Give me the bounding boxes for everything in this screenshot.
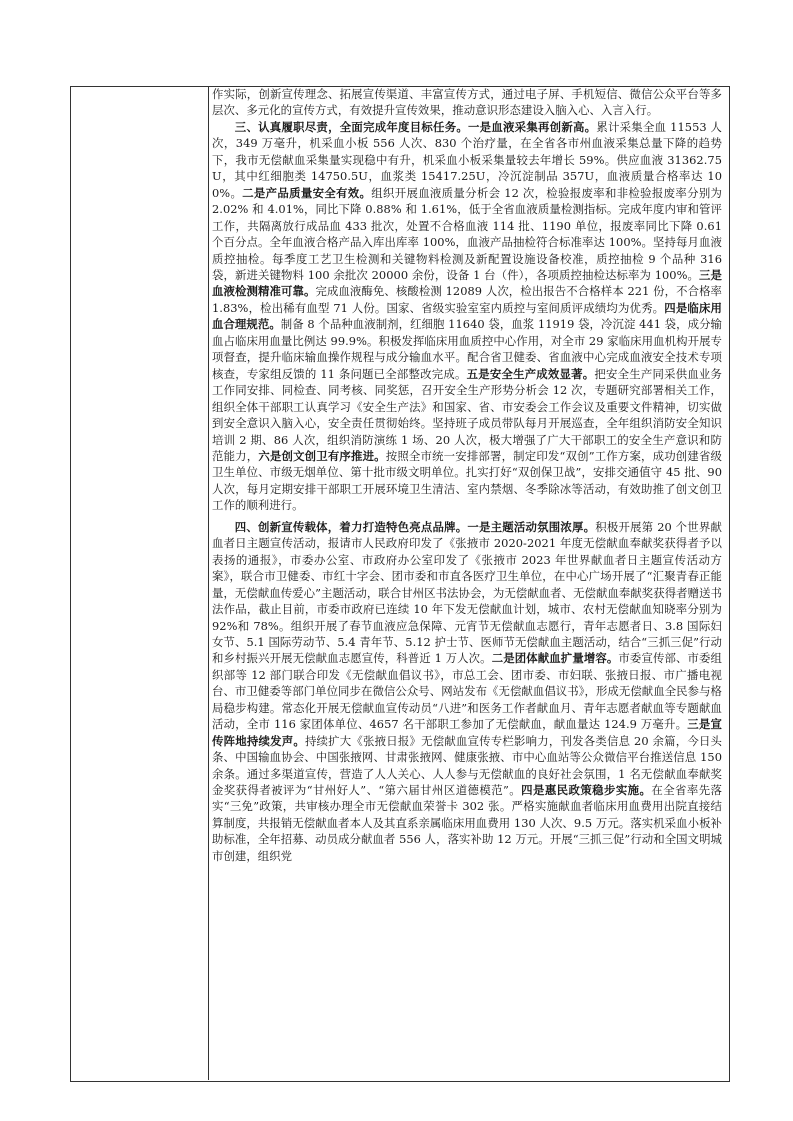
paragraph-section-4 xyxy=(212,519,722,865)
text-run: 积极开展第 20 个世界献血者日主题宣传活动，报请市人民政府印发了《张掖市 2020-2021 年度无偿献血奉献奖获得者予以表扬的通报》，市委办公室、市政府办公室印发了《张掖市 2023 年世界献血者日主题宣传活动方案》，联合市卫健委、市红十字会、团市委和市直各医疗卫生单位，在中心广场开展了“汇聚青春正能量，无偿献血传爱心”主题活动，联合甘州区书法协会，为无偿献血者、无偿献血奉献奖获得者赠送书法作品，截止目前，市委市政府已连续 10 年下发无偿献血计划，城市、农村无偿献血知晓率分别为 92%和 78%。组织开展了春节血液应急保障、元宵节无偿献血志愿行，青年志愿者日、3.8 国际妇女节、5.1 国际劳动节、5.4 青年节、5.12 护士节、医师节无偿献血主题活动，结合“三抓三促”行动和乡村振兴开展无偿献血志愿宣传，科普近 1 万人次。 xyxy=(212,519,722,666)
subheading: 六是创文创卫有序推进。 xyxy=(258,448,386,463)
report-body xyxy=(212,86,722,1080)
text-run: 作实际，创新宣传理念、拓展宣传渠道、丰富宣传方式，通过电子屏、手机短信、微信公众平台等多层次、多元化的宣传方式，有效提升宣传效果，推动意识形态建设入脑入心、入言入行。 xyxy=(212,87,722,118)
text-run: 组织开展血液质量分析会 12 次，检验报废率和非检验报废率分别为 2.02% 和 4.01%，同比下降 0.88% 和 1.61%，低于全省血液质量检测指标。完成年度内审和管评工作，共隔离放行成品血 433 批次，处置不合格血液 114 批、1190 单位，报废率同比下降 0.61 个百分点。全年血液合格产品入库出库率 100%，血液产品抽检符合标准率达 100%。坚持每月血液质控抽检。每季度工艺卫生检测和关键物料检测及新配置设施设备校准，质控抽检 9 个品种 316 袋，新进关键物料 100 余批次 20000 余份，设备 1 台（件），各项质控抽检达标率为 100%。 xyxy=(212,185,722,282)
text-run: 累计采集全血 11553 人次，349 万毫升，机采血小板 556 人次、830 个治疗量，在全省各市州血液采集总量下降的趋势下，我市无偿献血采集量实现稳中有升，机采血小板采集量较去年增长 59%。供应血液 31362.75U，其中红细胞类 14750.5U，血浆类 15417.25U，冷沉淀制品 357U，血液质量合格率达 100%。 xyxy=(212,119,722,200)
section-heading: 三、认真履职尽责，全面完成年度目标任务。一是血液采集再创新高。 xyxy=(234,119,597,134)
form-label-column xyxy=(70,86,209,1080)
paragraph-continuation xyxy=(212,86,722,119)
text-run: 按照全市统一安排部署，制定印发“双创”工作方案，成功创建省级卫生单位、市级无烟单位、第十批市级文明单位。扎实打好“双创保卫战”，安排交通值守 45 批、90 人次，每月定期安排干部职工开展环境卫生清洁、室内禁烟、冬季除冰等活动，有效助推了创文创卫工作的顺利进行。 xyxy=(212,448,722,513)
subheading: 五是安全生产成效显著。 xyxy=(466,366,595,381)
text-run: 持续扩大《张掖日报》无偿献血宣传专栏影响力，刊发各类信息 20 余篇，今日头条、中国输血协会、中国张掖网、甘肃张掖网、健康张掖、市中心血站等公众微信平台推送信息 150 余条。通过多渠道宣传，营造了人人关心、人人参与无偿献血的良好社会氛围，1 名无偿献血奉献奖金奖获得者被评为“甘州好人”、“第六届甘州区道德模范”。 xyxy=(212,733,722,798)
subheading: 三是血液检测精准可靠。 xyxy=(212,267,722,299)
subheading: 二是团体献血扩量增容。 xyxy=(491,651,619,666)
text-run: 在全省率先落实“三免”政策，共审核办理全市无偿献血荣誉卡 302 张。严格实施献血者临床用血费用出院直接结算制度，共报销无偿献血者本人及其直系亲属临床用血费用 130 人次、9.5 万元。落实机采血小板补助标准，全年招募、动员成分献血者 556 人，落实补助 12 万元。开展“三抓三促”行动和全国文明城市创建，组织党 xyxy=(212,783,722,863)
text-run: 制备 8 个品种血液制剂，红细胞 11640 袋，血浆 11919 袋，冷沉淀 441 袋，成分输血占临床用血量比例达 99.9%。积极发挥临床用血质控中心作用，对全市 29 家临床用血机构开展专项督查，提升临床输血操作规程与成分输血水平。配合省卫健委、省血液中心完成血液安全技术专项核查，专家组反馈的 11 条问题已全部整改完成。 xyxy=(212,317,722,381)
text-run: 市委宣传部、市委组织部等 12 部门联合印发《无偿献血倡议书》，市总工会、团市委、市妇联、张掖日报、市广播电视台、市卫健委等部门单位同步在微信公众号、网站发布《无偿献血倡议书》，形成无偿献血全民参与格局稳步构建。常态化开展无偿献血宣传动员“八进”和医务工作者献血月、青年志愿者献血等专题献血活动，全市 116 家团体单位、4657 名干部职工参加了无偿献血，献血量达 124.9 万毫升。 xyxy=(212,651,722,732)
subheading: 四是临床用血合理规范。 xyxy=(212,300,722,332)
text-run: 完成血液酶免、核酸检测 12089 人次，检出报告不合格样本 221 份，不合格率 1.83%，检出稀有血型 71 人份。国家、省级实验室室内质控与室间质评成绩均为优秀。 xyxy=(212,284,722,315)
subheading: 三是宣传阵地持续发声。 xyxy=(212,717,722,748)
subheading: 二是产品质量安全有效。 xyxy=(242,185,372,200)
subheading: 四是惠民政策稳步实施。 xyxy=(521,783,652,798)
section-heading: 四、创新宣传载体，着力打造特色亮点品牌。一是主题活动氛围浓厚。 xyxy=(234,519,596,534)
text-run: 把安全生产同采供血业务工作同安排、同检查、同考核、同奖惩，召开安全生产形势分析会 12 次，专题研究部署相关工作，组织全体干部职工认真学习《安全生产法》和国家、省、市安委会工作会议及重要文件精神，切实做到安全意识入脑入心，安全责任贯彻始终。坚持班子成员带队每月开展巡查，全年组织消防安全知识培训 2 期、86 人次，组织消防演练 1 场、20 人次，极大增强了广大干部职工的安全生产意识和防范能力， xyxy=(212,366,722,463)
paragraph-section-3 xyxy=(212,119,722,514)
